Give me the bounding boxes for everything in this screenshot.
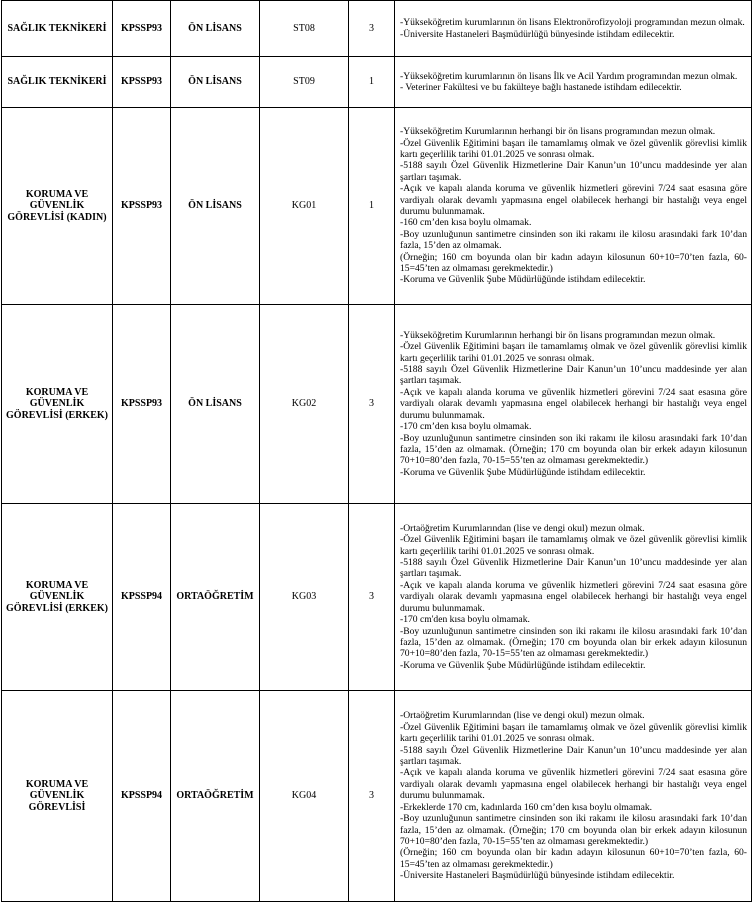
position-cell: KORUMA VE GÜVENLİK GÖREVLİSİ xyxy=(2,691,113,902)
condition-line: -5188 sayılı Özel Güvenlik Hizmetlerine Dair Kanun’un 10’uncu maddesinde yer alan şartları taşımak. xyxy=(400,744,747,768)
education-level-cell: ÖN LİSANS xyxy=(171,1,260,57)
position-cell: KORUMA VE GÜVENLİK GÖREVLİSİ (ERKEK) xyxy=(2,305,113,504)
position-code-cell: KG04 xyxy=(260,691,349,902)
conditions-cell xyxy=(395,57,752,108)
condition-line: -Özel Güvenlik Eğitimini başarı ile tamamlamış olmak ve özel güvenlik görevlisi kimlik kartı geçerlilik tarihi 01.01.2025 ve sonrası olmak. xyxy=(400,341,747,364)
condition-line: -Açık ve kapalı alanda koruma ve güvenlik hizmetleri görevini 7/24 saat esasına göre vardiyalı olarak devamlı yapmasına engel olabilecek herhangi bir hastalığı veya engel durumu bulunmamak. xyxy=(400,183,747,217)
position-code-cell: ST09 xyxy=(260,57,349,108)
table-row xyxy=(2,691,752,902)
position-count-cell: 3 xyxy=(349,504,395,691)
conditions-cell xyxy=(395,691,752,902)
position-count-cell: 3 xyxy=(349,305,395,504)
table-row xyxy=(2,504,752,691)
condition-line: -Açık ve kapalı alanda koruma ve güvenlik hizmetleri görevini 7/24 saat esasına göre vardiyalı olarak devamlı yapmasına engel olabilecek herhangi bir hastalığı veya engel durumu bulunmamak. xyxy=(400,767,747,802)
condition-line: -Boy uzunluğunun santimetre cinsinden son iki rakamı ile kilosu arasındaki fark 10’dan fazla, 15’den az olmamak. (Örneğin; 170 cm boyunda olan bir erkek adayın kilosunun 70+10=80’den fazla, 70-15=55’ten az olmaması gerekmektedir.) xyxy=(400,432,747,467)
education-level-cell: ÖN LİSANS xyxy=(171,108,260,305)
condition-line: -Özel Güvenlik Eğitimini başarı ile tamamlamış olmak ve özel güvenlik görevlisi kimlik kartı geçerlilik tarihi 01.01.2025 ve sonrası olmak. xyxy=(400,137,747,160)
condition-line: -Koruma ve Güvenlik Şube Müdürlüğünde istihdam edilecektir. xyxy=(400,659,646,671)
education-level-cell: ÖN LİSANS xyxy=(171,305,260,504)
position-cell: SAĞLIK TEKNİKERİ xyxy=(2,57,113,108)
education-level-cell: ORTAÖĞRETİM xyxy=(171,504,260,691)
condition-line: -Yükseköğretim kurumlarının ön lisans Elektronörofizyoloji programından mezun olmak. xyxy=(400,17,745,29)
conditions-cell xyxy=(395,504,752,691)
kpss-type-cell: KPSSP93 xyxy=(113,1,171,57)
condition-line: -Yükseköğretim Kurumlarının herhangi bir ön lisans programından mezun olmak. xyxy=(400,329,716,341)
condition-line: -170 cm'den kısa boylu olmamak. xyxy=(400,614,530,626)
position-count-cell: 1 xyxy=(349,108,395,305)
condition-line: -Boy uzunluğunun santimetre cinsinden son iki rakamı ile kilosu arasındaki fark 10’dan fazla, 15’den az olmamak. (Örneğin; 170 cm boyunda olan bir erkek adayın kilosunun 70+10=80’den fazla, 70-15=55’ten az olmaması gerekmektedir.) xyxy=(400,813,747,847)
position-cell: KORUMA VE GÜVENLİK GÖREVLİSİ (KADIN) xyxy=(2,108,113,305)
kpss-type-cell: KPSSP93 xyxy=(113,57,171,108)
condition-line: -Üniversite Hastaneleri Başmüdürlüğü bünyesinde istihdam edilecektir. xyxy=(400,870,675,882)
condition-line: -Boy uzunluğunun santimetre cinsinden son iki rakamı ile kilosu arasındaki fark 10’dan fazla, 15’den az olmamak. xyxy=(400,228,747,252)
position-count-cell: 1 xyxy=(349,57,395,108)
conditions-cell xyxy=(395,108,752,305)
education-level-cell: ORTAÖĞRETİM xyxy=(171,691,260,902)
kpss-type-cell: KPSSP94 xyxy=(113,691,171,902)
condition-line: -Boy uzunluğunun santimetre cinsinden son iki rakamı ile kilosu arasındaki fark 10’dan fazla, 15’den az olmamak. (Örneğin; 170 cm boyunda olan bir erkek adayın kilosunun 70+10=80’den fazla, 70-15=55’ten az olmaması gerekmektedir.) xyxy=(400,625,747,660)
position-count-cell: 3 xyxy=(349,1,395,57)
kpss-type-cell: KPSSP93 xyxy=(113,108,171,305)
positions-table xyxy=(1,0,752,902)
kpss-type-cell: KPSSP93 xyxy=(113,305,171,504)
condition-line: -Açık ve kapalı alanda koruma ve güvenlik hizmetleri görevini 7/24 saat esasına göre vardiyalı olarak devamlı yapmasına engel olabilecek herhangi bir hastalığı veya engel durumu bulunmamak. xyxy=(400,386,747,421)
condition-line: -Açık ve kapalı alanda koruma ve güvenlik hizmetleri görevini 7/24 saat esasına göre vardiyalı olarak devamlı yapmasına engel olabilecek herhangi bir hastalığı veya engel durumu bulunmamak. xyxy=(400,579,747,614)
condition-line: -170 cm’den kısa boylu olmamak. xyxy=(400,421,532,433)
position-code-cell: ST08 xyxy=(260,1,349,57)
condition-line: -Erkeklerde 170 cm, kadınlarda 160 cm’den kısa boylu olmamak. xyxy=(400,801,653,813)
condition-line: -5188 sayılı Özel Güvenlik Hizmetlerine Dair Kanun’un 10’uncu maddesinde yer alan şartları taşımak. xyxy=(400,160,747,183)
position-code-cell: KG01 xyxy=(260,108,349,305)
condition-line: -160 cm’den kısa boylu olmamak. xyxy=(400,217,532,229)
conditions-cell xyxy=(395,1,752,57)
table-row xyxy=(2,1,752,57)
position-code-cell: KG03 xyxy=(260,504,349,691)
kpss-type-cell: KPSSP94 xyxy=(113,504,171,691)
table-row xyxy=(2,305,752,504)
position-cell: KORUMA VE GÜVENLİK GÖREVLİSİ (ERKEK) xyxy=(2,504,113,691)
table-row xyxy=(2,57,752,108)
condition-line: -Üniversite Hastaneleri Başmüdürlüğü bünyesinde istihdam edilecektir. xyxy=(400,28,675,40)
condition-line: -5188 sayılı Özel Güvenlik Hizmetlerine Dair Kanun’un 10’uncu maddesinde yer alan şartları taşımak. xyxy=(400,364,747,387)
education-level-cell: ÖN LİSANS xyxy=(171,57,260,108)
position-count-cell: 3 xyxy=(349,691,395,902)
condition-line: -Koruma ve Güvenlik Şube Müdürlüğünde istihdam edilecektir. xyxy=(400,274,646,286)
table-row xyxy=(2,108,752,305)
condition-line: -Yükseköğretim kurumlarının ön lisans İlk ve Acil Yardım programından mezun olmak. xyxy=(400,70,738,82)
position-code-cell: KG02 xyxy=(260,305,349,504)
condition-line: (Örneğin; 160 cm boyunda olan bir kadın adayın kilosunun 60+10=70’ten fazla, 60-15=45’ten az olmaması gerekmektedir.) xyxy=(400,251,747,275)
position-cell: SAĞLIK TEKNİKERİ xyxy=(2,1,113,57)
condition-line: - Veteriner Fakültesi ve bu fakülteye bağlı hastanede istihdam edilecektir. xyxy=(400,82,682,93)
condition-line: -5188 sayılı Özel Güvenlik Hizmetlerine Dair Kanun’un 10’uncu maddesinde yer alan şartları taşımak. xyxy=(400,557,747,580)
condition-line: -Ortaöğretim Kurumlarından (lise ve dengi okul) mezun olmak. xyxy=(400,710,645,722)
conditions-cell xyxy=(395,305,752,504)
condition-line: -Koruma ve Güvenlik Şube Müdürlüğünde istihdam edilecektir. xyxy=(400,466,646,478)
condition-line: -Özel Güvenlik Eğitimini başarı ile tamamlamış olmak ve özel güvenlik görevlisi kimlik kartı geçerlilik tarihi 01.01.2025 ve sonrası olmak. xyxy=(400,534,747,557)
condition-line: (Örneğin; 160 cm boyunda olan bir kadın adayın kilosunun 60+10=70’ten fazla, 60-15=45’ten az olmaması gerekmektedir.) xyxy=(400,847,747,870)
condition-line: -Özel Güvenlik Eğitimini başarı ile tamamlamış olmak ve özel güvenlik görevlisi kimlik kartı geçerlilik tarihi 01.01.2025 ve sonrası olmak. xyxy=(400,721,747,745)
condition-line: -Ortaöğretim Kurumlarından (lise ve dengi okul) mezun olmak. xyxy=(400,522,645,534)
condition-line: -Yükseköğretim Kurumlarının herhangi bir ön lisans programından mezun olmak. xyxy=(400,126,716,138)
